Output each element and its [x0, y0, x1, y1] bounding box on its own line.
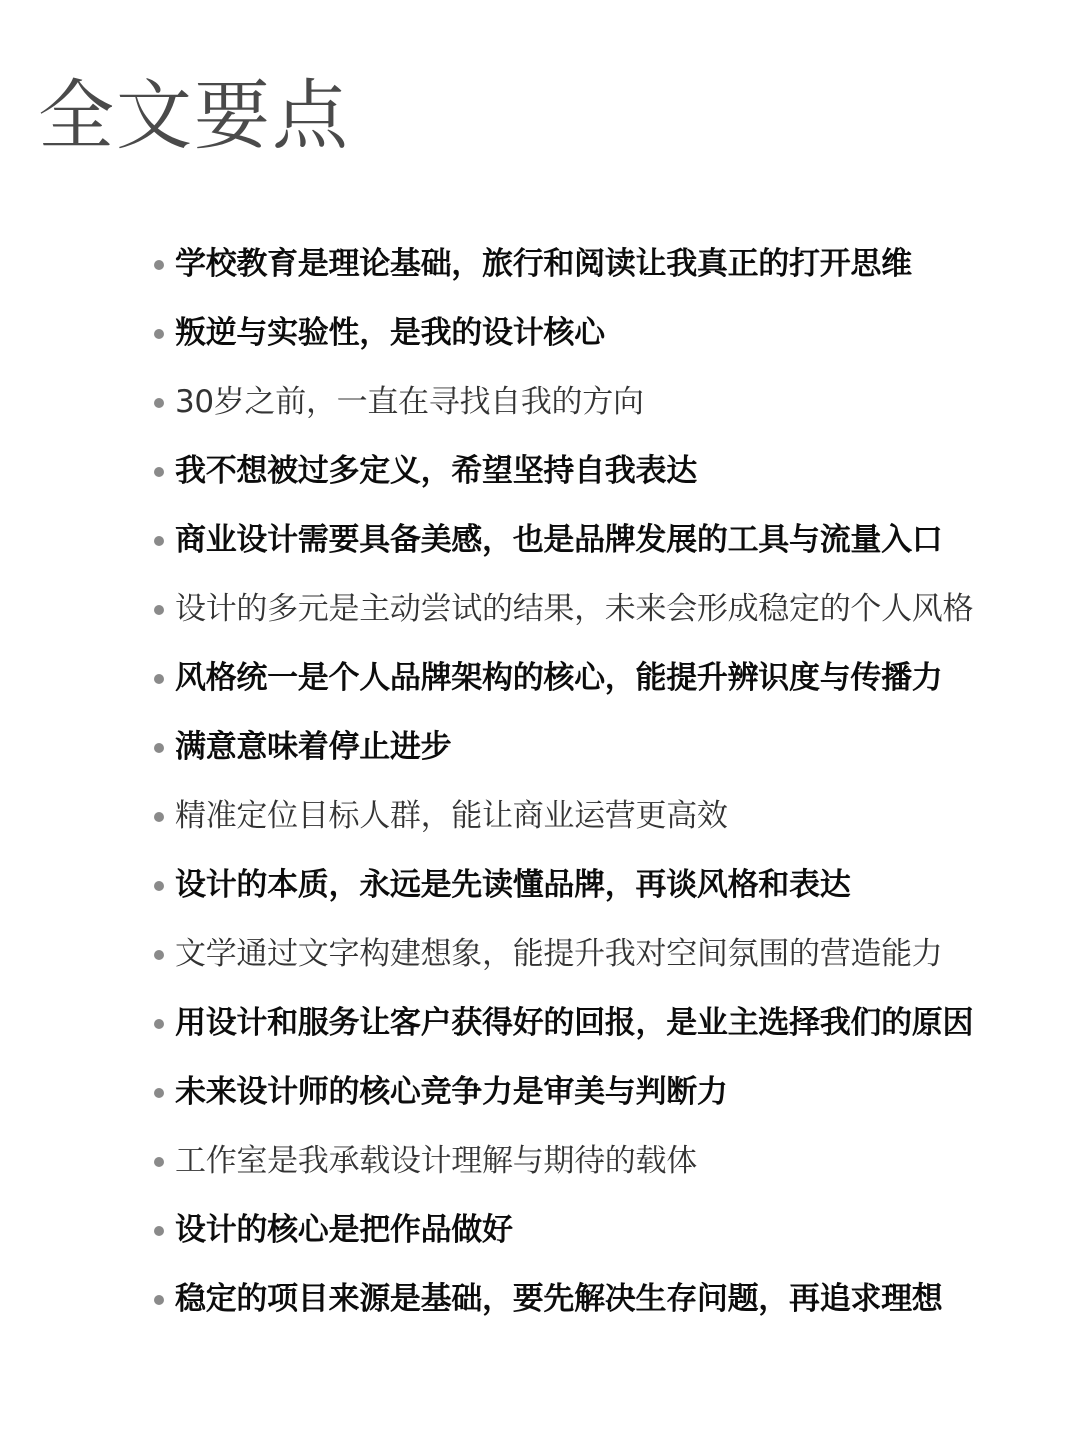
key-point-text: 工作室是我承载设计理解与期待的载体 [175, 1143, 697, 1179]
key-point-item [154, 299, 1074, 368]
key-point-text: 我不想被过多定义，希望坚持自我表达 [175, 453, 697, 489]
key-point-item [154, 437, 1074, 506]
key-point-text: 稳定的项目来源是基础，要先解决生存问题，再追求理想 [175, 1281, 943, 1317]
key-point-text: 文学通过文字构建想象，能提升我对空间氛围的营造能力 [175, 936, 943, 972]
bullet-dot-icon [154, 1088, 164, 1098]
key-point-text: 商业设计需要具备美感，也是品牌发展的工具与流量入口 [175, 522, 943, 558]
key-point-item [154, 920, 1074, 989]
key-points-list [154, 230, 1074, 1334]
key-point-item [154, 1265, 1074, 1334]
key-point-item [154, 230, 1074, 299]
bullet-dot-icon [154, 260, 164, 270]
key-point-text: 设计的本质，永远是先读懂品牌，再谈风格和表达 [175, 867, 851, 903]
key-point-item [154, 1127, 1074, 1196]
key-point-item [154, 368, 1074, 437]
bullet-dot-icon [154, 1226, 164, 1236]
key-point-item [154, 851, 1074, 920]
key-point-text: 叛逆与实验性，是我的设计核心 [175, 315, 605, 351]
key-point-item [154, 782, 1074, 851]
bullet-dot-icon [154, 467, 164, 477]
key-point-item [154, 989, 1074, 1058]
key-point-item [154, 713, 1074, 782]
bullet-dot-icon [154, 398, 164, 408]
key-point-item [154, 1058, 1074, 1127]
key-point-text: 用设计和服务让客户获得好的回报，是业主选择我们的原因 [175, 1005, 974, 1041]
page-title: 全文要点 [38, 71, 350, 160]
bullet-dot-icon [154, 950, 164, 960]
bullet-dot-icon [154, 605, 164, 615]
bullet-dot-icon [154, 1157, 164, 1167]
bullet-dot-icon [154, 743, 164, 753]
key-point-text: 设计的核心是把作品做好 [175, 1212, 513, 1248]
bullet-dot-icon [154, 329, 164, 339]
bullet-dot-icon [154, 536, 164, 546]
key-point-item [154, 575, 1074, 644]
key-point-text: 满意意味着停止进步 [175, 729, 452, 765]
key-point-text: 精准定位目标人群，能让商业运营更高效 [175, 798, 728, 834]
key-point-text: 未来设计师的核心竞争力是审美与判断力 [175, 1074, 728, 1110]
bullet-dot-icon [154, 812, 164, 822]
bullet-dot-icon [154, 881, 164, 891]
key-point-item [154, 644, 1074, 713]
key-point-text: 风格统一是个人品牌架构的核心，能提升辨识度与传播力 [175, 660, 943, 696]
key-point-text: 30岁之前，一直在寻找自我的方向 [175, 384, 644, 420]
bullet-dot-icon [154, 1295, 164, 1305]
key-point-text: 学校教育是理论基础，旅行和阅读让我真正的打开思维 [175, 246, 912, 282]
bullet-dot-icon [154, 674, 164, 684]
key-point-text: 设计的多元是主动尝试的结果，未来会形成稳定的个人风格 [175, 591, 974, 627]
key-point-item [154, 1196, 1074, 1265]
key-point-item [154, 506, 1074, 575]
bullet-dot-icon [154, 1019, 164, 1029]
